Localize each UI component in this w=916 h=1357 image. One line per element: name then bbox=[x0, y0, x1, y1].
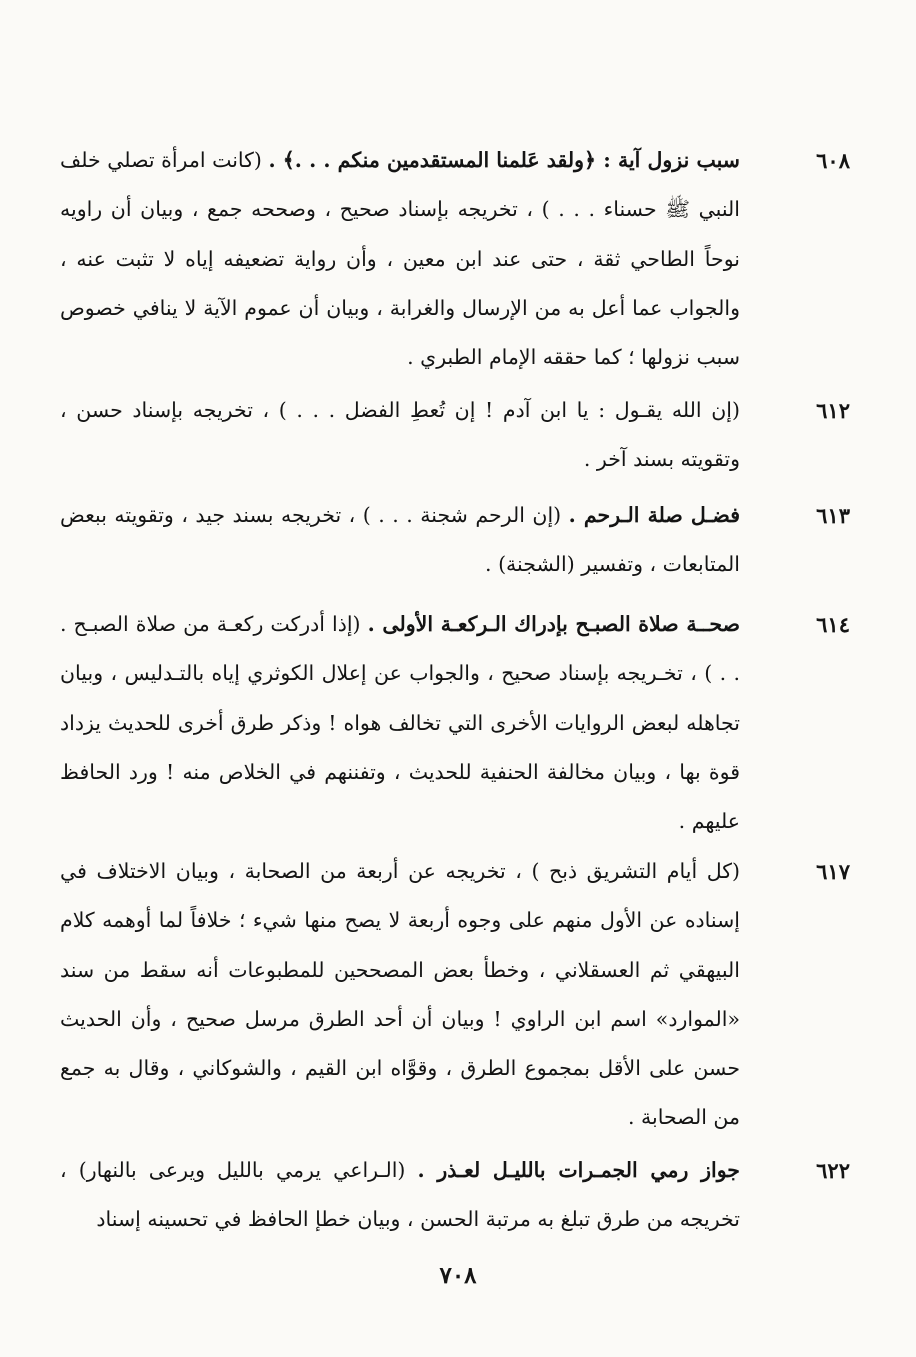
entry-text: (كانت امرأة تصلي خلف النبي ﷺ حسناء . . . ) ، تخريجه بإسناد صحيح ، وصححه جمع ، وبيان أن راويه نوحاً الطاحي ثقة ، حتى عند ابن معين ، وأن رواية تضعيفه إياه لا تثبت عنه ، والجواب عما أعل به من الإرسال والغرابة ، وبيان أن عموم الآية لا ينافي خصوص سبب نزولها ؛ كما حققه الإمام الطبري . bbox=[60, 148, 740, 370]
entry-body bbox=[60, 600, 740, 846]
page-number: ٧٠٨ bbox=[439, 1262, 477, 1289]
entry-heading: فضـل صلة الـرحم . bbox=[568, 503, 740, 527]
entry-text: (إذا أدركت ركعـة من صلاة الصبـح . . . ) ، تخـريجه بإسناد صحيح ، والجواب عن إعلال الكوثري إياه بالتـدليس ، وبيان تجاهله لبعض الروايات الأخرى التي تخالف هواه ! وذكر طرق أخرى للحديث يزداد قوة بها ، وبيان مخالفة الحنفية للحديث ، وتفننهم في الخلاص منه ! ورد الحافظ عليهم . bbox=[60, 612, 740, 834]
entry-heading: جواز رمي الجمـرات بالليـل لعـذر . bbox=[417, 1158, 740, 1182]
entry-number: ٦١٤ bbox=[816, 612, 850, 637]
index-entry-612 bbox=[60, 386, 850, 485]
entry-body bbox=[60, 491, 740, 590]
index-entry-617 bbox=[60, 847, 850, 1143]
entry-body bbox=[60, 1146, 740, 1245]
entry-text: (كل أيام التشريق ذبح ) ، تخريجه عن أربعة من الصحابة ، وبيان الاختلاف في إسناده عن الأول منهم على وجوه أربعة لا يصح منها شيء ؛ خلافاً لما أوهمه كلام البيهقي ثم العسقلاني ، وخطأ بعض المصححين للمطبوعات أنه سقط من سند «الموارد» اسم ابن الراوي ! وبيان أن أحد الطرق مرسل صحيح ، وأن الحديث حسن على الأقل بمجموع الطرق ، وقوَّاه ابن القيم ، والشوكاني ، وقال به جمع من الصحابة . bbox=[60, 859, 740, 1130]
entry-number: ٦٢٢ bbox=[816, 1158, 850, 1183]
entry-number: ٦١٣ bbox=[816, 503, 850, 528]
entry-heading: سبب نزول آية : ﴿ولقد عَلمنا المستقدمين منكم . . .﴾ . bbox=[268, 148, 740, 172]
entry-body bbox=[60, 136, 740, 382]
entry-text: (إن الرحم شجنة . . . ) ، تخريجه بسند جيد ، وتقويته ببعض المتابعات ، وتفسير (الشجنة) . bbox=[60, 503, 740, 577]
index-entry-622 bbox=[60, 1146, 850, 1245]
index-entry-608 bbox=[60, 136, 850, 382]
entry-number: ٦١٢ bbox=[816, 398, 850, 423]
entry-text: (الـراعي يرمي بالليل ويرعى بالنهار) ، تخريجه من طرق تبلغ به مرتبة الحسن ، وبيان خطإ الحافظ في تحسينه إسناد bbox=[60, 1158, 740, 1232]
index-entry-613 bbox=[60, 491, 850, 590]
entry-body bbox=[60, 386, 740, 485]
entry-text: (إن الله يقـول : يا ابن آدم ! إن تُعطِ الفضل . . . ) ، تخريجه بإسناد حسن ، وتقويته بسند آخر . bbox=[60, 398, 740, 472]
entry-number: ٦١٧ bbox=[816, 859, 850, 884]
entry-body bbox=[60, 847, 740, 1143]
entry-heading: صحــة صلاة الصبـح بإدراك الـركعـة الأولى . bbox=[367, 612, 740, 636]
entry-number: ٦٠٨ bbox=[816, 148, 850, 173]
index-entry-614 bbox=[60, 600, 850, 846]
